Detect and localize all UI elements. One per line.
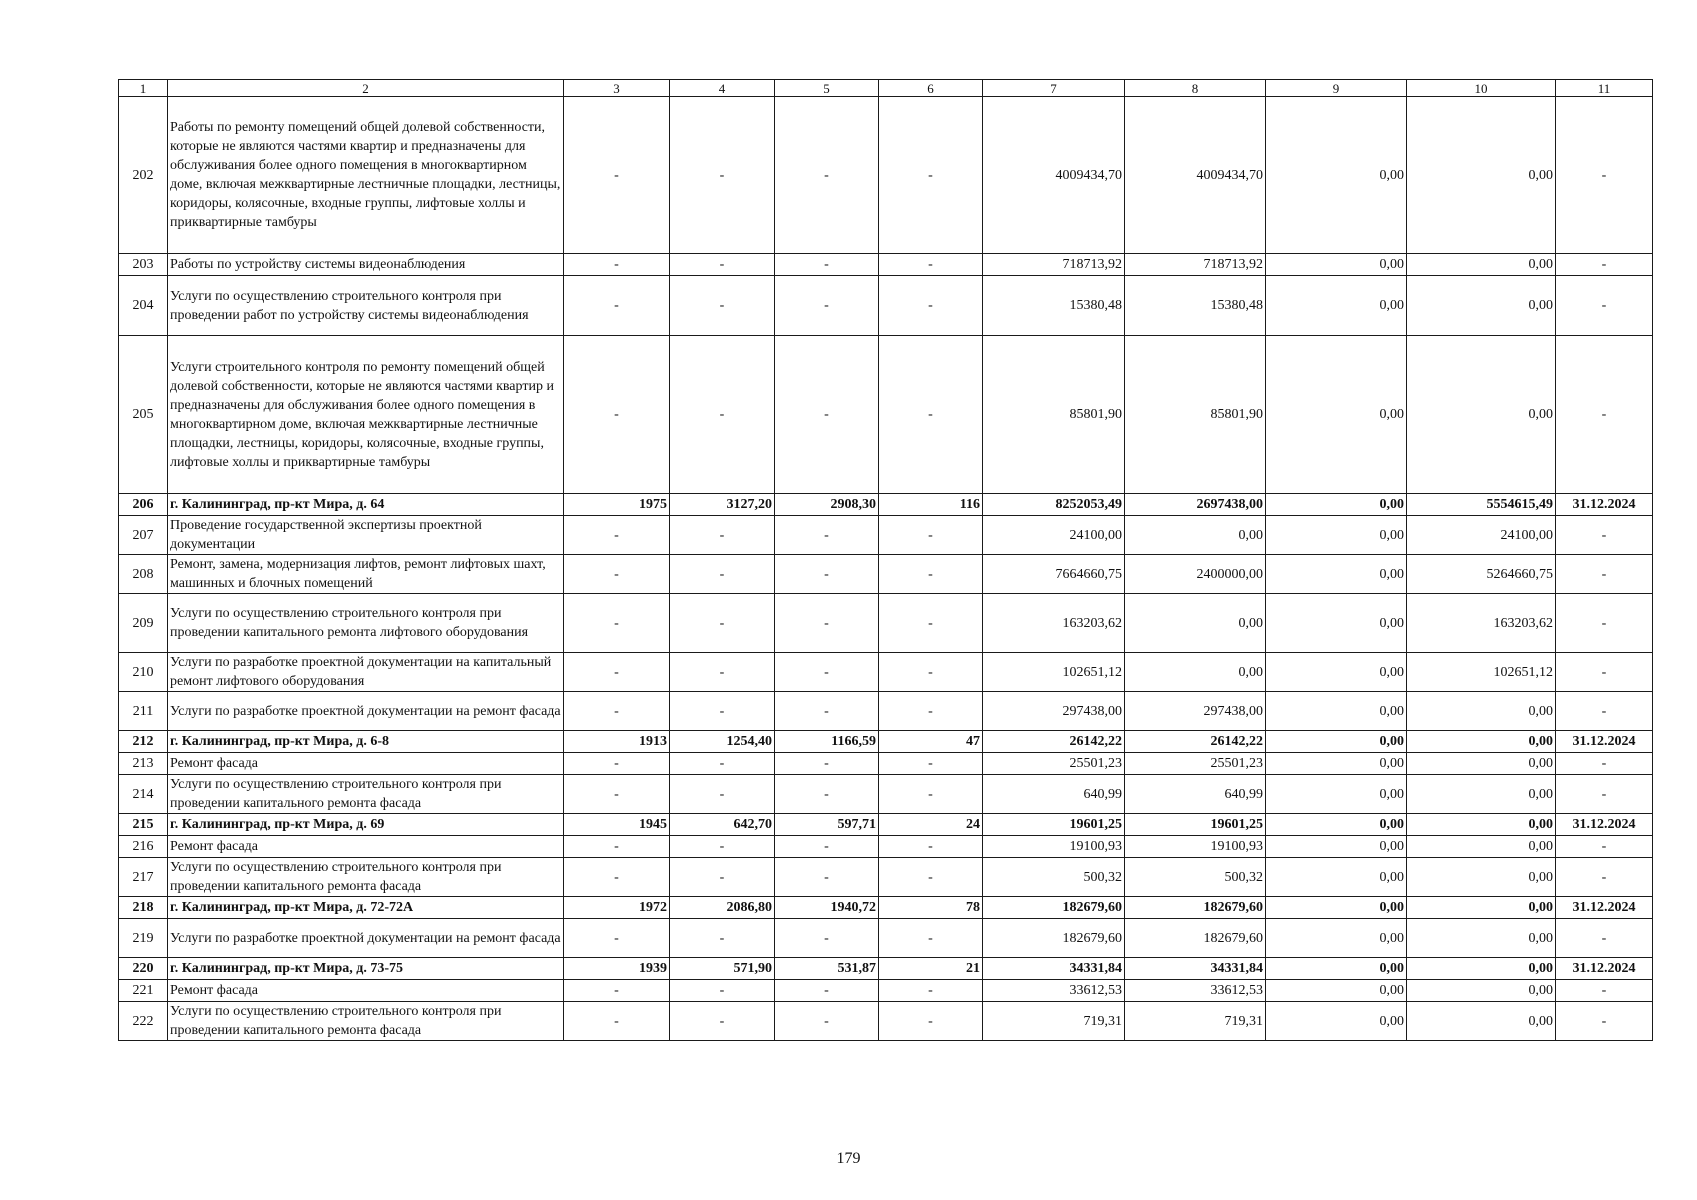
row-number-cell: 214 [119,775,168,814]
table-row [119,858,1653,897]
deadline-cell: - [1556,516,1653,555]
total-area-cell: 3127,20 [670,494,775,516]
row-number-cell: 216 [119,836,168,858]
living-area-cell: - [775,692,879,731]
total-area-cell: 2086,80 [670,897,775,919]
address-row [119,814,1653,836]
row-number-cell: 205 [119,336,168,494]
fund-cost-cell: 85801,90 [1125,336,1266,494]
deadline-cell: 31.12.2024 [1556,731,1653,753]
description-cell: Услуги по осуществлению строительного контроля при проведении капитального ремонта фасада [168,775,564,814]
year-cell: - [564,692,670,731]
fund-cost-cell: 25501,23 [1125,753,1266,775]
table-row [119,753,1653,775]
column-number: 3 [564,80,670,97]
residents-cell: 21 [879,958,983,980]
deadline-cell: - [1556,336,1653,494]
total-area-cell: - [670,594,775,653]
row-number-cell: 212 [119,731,168,753]
description-cell: Ремонт фасада [168,753,564,775]
budget-cost-cell: 0,00 [1266,254,1407,276]
deadline-cell: - [1556,254,1653,276]
total-cost-cell: 102651,12 [983,653,1125,692]
year-cell: 1975 [564,494,670,516]
total-cost-cell: 7664660,75 [983,555,1125,594]
budget-cost-cell: 0,00 [1266,516,1407,555]
fund-cost-cell: 2697438,00 [1125,494,1266,516]
fund-cost-cell: 0,00 [1125,594,1266,653]
other-cost-cell: 0,00 [1407,775,1556,814]
residents-cell: 116 [879,494,983,516]
description-cell: Услуги по осуществлению строительного контроля при проведении работ по устройству системы видеонаблюдения [168,276,564,336]
year-cell: 1939 [564,958,670,980]
other-cost-cell: 0,00 [1407,858,1556,897]
table-row [119,692,1653,731]
year-cell: - [564,836,670,858]
total-area-cell: - [670,836,775,858]
residents-cell: - [879,555,983,594]
total-cost-cell: 19100,93 [983,836,1125,858]
table-row [119,836,1653,858]
budget-cost-cell: 0,00 [1266,97,1407,254]
description-cell: г. Калининград, пр-кт Мира, д. 72-72А [168,897,564,919]
description-cell: Ремонт фасада [168,980,564,1002]
total-area-cell: - [670,254,775,276]
deadline-cell: 31.12.2024 [1556,897,1653,919]
fund-cost-cell: 19601,25 [1125,814,1266,836]
year-cell: - [564,1002,670,1041]
year-cell: - [564,858,670,897]
total-cost-cell: 500,32 [983,858,1125,897]
table-row [119,980,1653,1002]
year-cell: - [564,276,670,336]
living-area-cell: 1940,72 [775,897,879,919]
year-cell: - [564,336,670,494]
row-number-cell: 204 [119,276,168,336]
budget-cost-cell: 0,00 [1266,775,1407,814]
fund-cost-cell: 182679,60 [1125,897,1266,919]
living-area-cell: 531,87 [775,958,879,980]
budget-cost-cell: 0,00 [1266,494,1407,516]
description-cell: Ремонт фасада [168,836,564,858]
total-area-cell: - [670,1002,775,1041]
other-cost-cell: 0,00 [1407,1002,1556,1041]
other-cost-cell: 0,00 [1407,753,1556,775]
budget-cost-cell: 0,00 [1266,753,1407,775]
living-area-cell: - [775,858,879,897]
deadline-cell: - [1556,919,1653,958]
living-area-cell: - [775,97,879,254]
living-area-cell: - [775,775,879,814]
residents-cell: - [879,775,983,814]
total-cost-cell: 8252053,49 [983,494,1125,516]
year-cell: 1972 [564,897,670,919]
year-cell: - [564,516,670,555]
total-cost-cell: 182679,60 [983,897,1125,919]
living-area-cell: - [775,555,879,594]
total-cost-cell: 19601,25 [983,814,1125,836]
fund-cost-cell: 2400000,00 [1125,555,1266,594]
other-cost-cell: 0,00 [1407,836,1556,858]
row-number-cell: 215 [119,814,168,836]
deadline-cell: - [1556,1002,1653,1041]
fund-cost-cell: 34331,84 [1125,958,1266,980]
fund-cost-cell: 719,31 [1125,1002,1266,1041]
description-cell: Услуги по разработке проектной документации на капитальный ремонт лифтового оборудования [168,653,564,692]
living-area-cell: - [775,276,879,336]
description-cell: г. Калининград, пр-кт Мира, д. 64 [168,494,564,516]
address-row [119,731,1653,753]
table-body [119,80,1653,1041]
fund-cost-cell: 26142,22 [1125,731,1266,753]
total-area-cell: - [670,919,775,958]
other-cost-cell: 0,00 [1407,731,1556,753]
total-area-cell: - [670,555,775,594]
deadline-cell: - [1556,594,1653,653]
living-area-cell: - [775,919,879,958]
budget-cost-cell: 0,00 [1266,336,1407,494]
description-cell: Ремонт, замена, модернизация лифтов, ремонт лифтовых шахт, машинных и блочных помещений [168,555,564,594]
other-cost-cell: 5554615,49 [1407,494,1556,516]
living-area-cell: 1166,59 [775,731,879,753]
deadline-cell: - [1556,753,1653,775]
other-cost-cell: 0,00 [1407,958,1556,980]
living-area-cell: - [775,336,879,494]
residents-cell: 47 [879,731,983,753]
page-number: 179 [836,1150,861,1167]
column-number: 5 [775,80,879,97]
living-area-cell: 2908,30 [775,494,879,516]
total-cost-cell: 26142,22 [983,731,1125,753]
deadline-cell: - [1556,555,1653,594]
table-row [119,276,1653,336]
row-number-cell: 202 [119,97,168,254]
table-row [119,336,1653,494]
deadline-cell: - [1556,276,1653,336]
description-cell: Услуги по разработке проектной документации на ремонт фасада [168,692,564,731]
total-area-cell: 571,90 [670,958,775,980]
budget-cost-cell: 0,00 [1266,555,1407,594]
other-cost-cell: 0,00 [1407,97,1556,254]
other-cost-cell: 0,00 [1407,692,1556,731]
address-row [119,897,1653,919]
description-cell: Услуги по разработке проектной документации на ремонт фасада [168,919,564,958]
deadline-cell: - [1556,97,1653,254]
total-area-cell: - [670,980,775,1002]
row-number-cell: 209 [119,594,168,653]
year-cell: - [564,254,670,276]
residents-cell: - [879,254,983,276]
row-number-cell: 218 [119,897,168,919]
deadline-cell: 31.12.2024 [1556,958,1653,980]
table-row [119,594,1653,653]
residents-cell: 78 [879,897,983,919]
description-cell: Услуги по осуществлению строительного контроля при проведении капитального ремонта фасада [168,1002,564,1041]
total-area-cell: - [670,516,775,555]
budget-cost-cell: 0,00 [1266,1002,1407,1041]
total-cost-cell: 15380,48 [983,276,1125,336]
column-number: 8 [1125,80,1266,97]
budget-cost-cell: 0,00 [1266,919,1407,958]
total-cost-cell: 719,31 [983,1002,1125,1041]
other-cost-cell: 0,00 [1407,814,1556,836]
description-cell: Услуги по осуществлению строительного контроля при проведении капитального ремонта фасада [168,858,564,897]
description-cell: Работы по устройству системы видеонаблюдения [168,254,564,276]
other-cost-cell: 0,00 [1407,254,1556,276]
residents-cell: 24 [879,814,983,836]
row-number-cell: 222 [119,1002,168,1041]
budget-cost-cell: 0,00 [1266,692,1407,731]
year-cell: - [564,594,670,653]
living-area-cell: - [775,653,879,692]
total-area-cell: - [670,692,775,731]
fund-cost-cell: 15380,48 [1125,276,1266,336]
residents-cell: - [879,692,983,731]
column-number: 10 [1407,80,1556,97]
residents-cell: - [879,1002,983,1041]
year-cell: 1945 [564,814,670,836]
row-number-cell: 219 [119,919,168,958]
fund-cost-cell: 182679,60 [1125,919,1266,958]
residents-cell: - [879,836,983,858]
fund-cost-cell: 500,32 [1125,858,1266,897]
row-number-cell: 206 [119,494,168,516]
description-cell: Услуги по осуществлению строительного контроля при проведении капитального ремонта лифтового оборудования [168,594,564,653]
budget-cost-cell: 0,00 [1266,897,1407,919]
row-number-cell: 217 [119,858,168,897]
description-cell: Услуги строительного контроля по ремонту помещений общей долевой собственности, которые не являются частями квартир и предназначены для обслуживания более одного помещения в многоквартирном доме, включая межквартирные лестничные площадки, лестницы, коридоры, колясочные, входные группы, лифтовые холлы и приквартирные тамбуры [168,336,564,494]
budget-cost-cell: 0,00 [1266,731,1407,753]
description-cell: Работы по ремонту помещений общей долевой собственности, которые не являются частями квартир и предназначены для обслуживания более одного помещения в многоквартирном доме, включая межквартирные лестничные площадки, лестницы, коридоры, колясочные, входные группы, лифтовые холлы и приквартирные тамбуры [168,97,564,254]
total-area-cell: 642,70 [670,814,775,836]
description-cell: г. Калининград, пр-кт Мира, д. 73-75 [168,958,564,980]
year-cell: - [564,653,670,692]
other-cost-cell: 0,00 [1407,980,1556,1002]
budget-cost-cell: 0,00 [1266,276,1407,336]
address-row [119,958,1653,980]
year-cell: - [564,753,670,775]
living-area-cell: - [775,753,879,775]
row-number-cell: 221 [119,980,168,1002]
total-cost-cell: 297438,00 [983,692,1125,731]
residents-cell: - [879,858,983,897]
year-cell: 1913 [564,731,670,753]
living-area-cell: - [775,836,879,858]
total-cost-cell: 718713,92 [983,254,1125,276]
residents-cell: - [879,97,983,254]
column-number: 4 [670,80,775,97]
other-cost-cell: 163203,62 [1407,594,1556,653]
row-number-cell: 211 [119,692,168,731]
total-area-cell: - [670,753,775,775]
column-number: 2 [168,80,564,97]
deadline-cell: - [1556,836,1653,858]
fund-cost-cell: 640,99 [1125,775,1266,814]
budget-cost-cell: 0,00 [1266,958,1407,980]
other-cost-cell: 0,00 [1407,897,1556,919]
fund-cost-cell: 718713,92 [1125,254,1266,276]
deadline-cell: 31.12.2024 [1556,494,1653,516]
residents-cell: - [879,653,983,692]
residents-cell: - [879,919,983,958]
deadline-cell: 31.12.2024 [1556,814,1653,836]
year-cell: - [564,980,670,1002]
table-row [119,516,1653,555]
budget-cost-cell: 0,00 [1266,858,1407,897]
other-cost-cell: 0,00 [1407,336,1556,494]
other-cost-cell: 24100,00 [1407,516,1556,555]
year-cell: - [564,97,670,254]
residents-cell: - [879,516,983,555]
table-row [119,775,1653,814]
deadline-cell: - [1556,858,1653,897]
column-number: 9 [1266,80,1407,97]
budget-cost-cell: 0,00 [1266,814,1407,836]
total-area-cell: - [670,775,775,814]
living-area-cell: - [775,1002,879,1041]
budget-cost-cell: 0,00 [1266,980,1407,1002]
other-cost-cell: 102651,12 [1407,653,1556,692]
table-row [119,254,1653,276]
fund-cost-cell: 19100,93 [1125,836,1266,858]
total-area-cell: - [670,858,775,897]
table-row [119,653,1653,692]
total-cost-cell: 85801,90 [983,336,1125,494]
total-area-cell: - [670,276,775,336]
row-number-cell: 208 [119,555,168,594]
description-cell: г. Калининград, пр-кт Мира, д. 69 [168,814,564,836]
total-cost-cell: 163203,62 [983,594,1125,653]
row-number-cell: 213 [119,753,168,775]
residents-cell: - [879,980,983,1002]
data-table [118,79,1653,1041]
row-number-cell: 203 [119,254,168,276]
column-number: 1 [119,80,168,97]
total-area-cell: - [670,336,775,494]
deadline-cell: - [1556,653,1653,692]
table-row [119,97,1653,254]
address-row [119,494,1653,516]
row-number-cell: 207 [119,516,168,555]
total-area-cell: - [670,653,775,692]
fund-cost-cell: 297438,00 [1125,692,1266,731]
row-number-cell: 210 [119,653,168,692]
total-cost-cell: 24100,00 [983,516,1125,555]
living-area-cell: - [775,980,879,1002]
fund-cost-cell: 33612,53 [1125,980,1266,1002]
residents-cell: - [879,594,983,653]
year-cell: - [564,555,670,594]
year-cell: - [564,919,670,958]
column-number: 6 [879,80,983,97]
total-area-cell: - [670,97,775,254]
column-number: 11 [1556,80,1653,97]
budget-cost-cell: 0,00 [1266,594,1407,653]
fund-cost-cell: 0,00 [1125,516,1266,555]
budget-cost-cell: 0,00 [1266,653,1407,692]
budget-cost-cell: 0,00 [1266,836,1407,858]
living-area-cell: 597,71 [775,814,879,836]
other-cost-cell: 5264660,75 [1407,555,1556,594]
description-cell: г. Калининград, пр-кт Мира, д. 6-8 [168,731,564,753]
total-cost-cell: 34331,84 [983,958,1125,980]
total-cost-cell: 182679,60 [983,919,1125,958]
residents-cell: - [879,336,983,494]
living-area-cell: - [775,516,879,555]
residents-cell: - [879,276,983,336]
description-cell: Проведение государственной экспертизы проектной документации [168,516,564,555]
residents-cell: - [879,753,983,775]
column-number: 7 [983,80,1125,97]
row-number-cell: 220 [119,958,168,980]
fund-cost-cell: 0,00 [1125,653,1266,692]
table-row [119,555,1653,594]
other-cost-cell: 0,00 [1407,919,1556,958]
fund-cost-cell: 4009434,70 [1125,97,1266,254]
total-cost-cell: 4009434,70 [983,97,1125,254]
deadline-cell: - [1556,980,1653,1002]
deadline-cell: - [1556,775,1653,814]
year-cell: - [564,775,670,814]
total-cost-cell: 33612,53 [983,980,1125,1002]
table-row [119,919,1653,958]
living-area-cell: - [775,594,879,653]
other-cost-cell: 0,00 [1407,276,1556,336]
total-cost-cell: 25501,23 [983,753,1125,775]
living-area-cell: - [775,254,879,276]
table-row [119,1002,1653,1041]
total-area-cell: 1254,40 [670,731,775,753]
deadline-cell: - [1556,692,1653,731]
column-number-row [119,80,1653,97]
total-cost-cell: 640,99 [983,775,1125,814]
